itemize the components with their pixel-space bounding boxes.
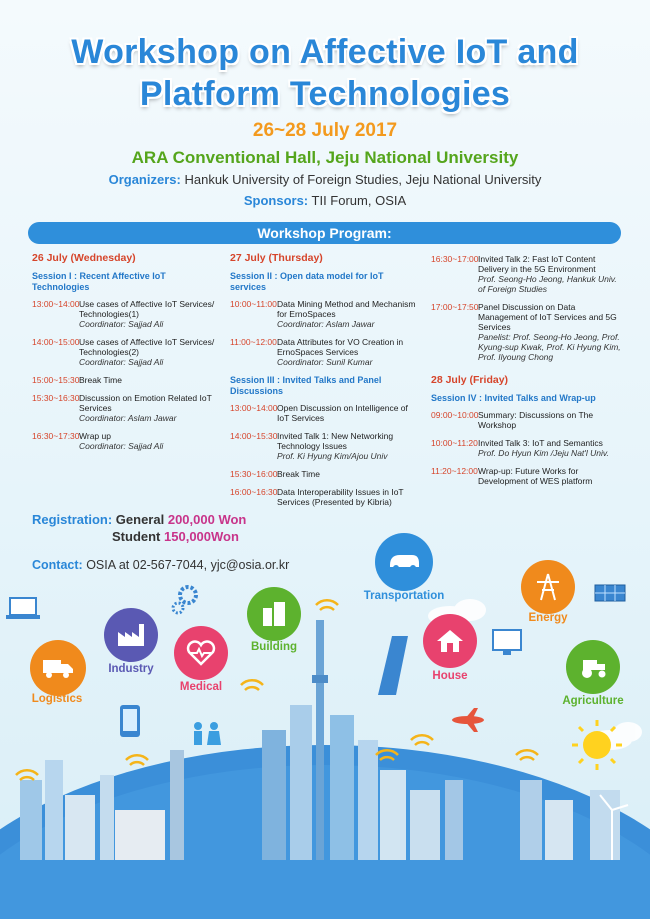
city-skyline <box>20 620 620 860</box>
item-desc <box>277 487 420 507</box>
program-item <box>230 487 420 507</box>
item-desc <box>478 254 621 294</box>
road-shape <box>378 636 408 695</box>
program-item <box>32 337 222 367</box>
program-day2-day3 <box>431 254 621 494</box>
program-item <box>32 299 222 329</box>
solar-panel-icon <box>595 585 625 601</box>
item-sub: Prof. Seong-Ho Jeong, Hankuk Univ. of Foreign Studies <box>478 274 617 294</box>
item-desc <box>277 431 420 461</box>
program-item <box>431 466 621 486</box>
agriculture-label: Agriculture <box>562 695 624 707</box>
item-text: Invited Talk 2: Fast IoT Content Delivery in the 5G Environment <box>478 254 596 274</box>
logistics-label: Logistics <box>31 693 83 705</box>
item-time: 17:00~17:50 <box>431 302 479 312</box>
program-banner: Workshop Program: <box>28 222 621 244</box>
item-text: Data Interoperability Issues in IoT Services (Presented by Kibria) <box>277 487 404 507</box>
item-sub: Coordinator: Sajjad Ali <box>79 357 164 367</box>
transportation-icon <box>375 533 433 591</box>
item-time: 15:30~16:00 <box>230 469 278 479</box>
student-label: Student <box>112 529 161 544</box>
item-time: 13:00~14:00 <box>230 403 278 413</box>
logistics-icon <box>30 640 86 696</box>
house-icon <box>423 614 477 668</box>
item-text: Invited Talk 1: New Networking Technology Issues <box>277 431 394 451</box>
medical-label: Medical <box>179 681 223 693</box>
item-text: Data Attributes for VO Creation in ErnoSpaces Services <box>277 337 404 357</box>
agriculture-icon <box>566 640 620 694</box>
item-text: Break Time <box>277 469 320 479</box>
item-sub: Panelist: Prof. Seong-Ho Jeong, Prof. Kyung-sup Kwak, Prof. Ki Hyung Kim, Prof. Ilyoung Chong <box>478 332 621 362</box>
item-time: 14:00~15:30 <box>230 431 278 441</box>
item-text: Wrap-up: Future Works for Development of WES platform <box>478 466 593 486</box>
building-label: Building <box>251 641 297 653</box>
industry-icon <box>104 608 158 662</box>
phone-icon <box>120 705 140 737</box>
day3-date: 28 July (Friday) <box>431 374 509 386</box>
general-label: General <box>115 512 165 527</box>
item-sub: Coordinator: Sunil Kumar <box>277 357 373 367</box>
item-text: Discussion on Emotion Related IoT Services <box>79 393 212 413</box>
laptop-icon <box>6 598 40 619</box>
energy-label: Energy <box>528 612 568 624</box>
item-desc <box>277 337 420 367</box>
item-text: Open Discussion on Intelligence of IoT Services <box>277 403 408 423</box>
item-sub: Coordinator: Aslam Jawar <box>277 319 375 329</box>
program-item <box>230 469 420 479</box>
program-item <box>32 393 222 423</box>
sponsors <box>0 193 650 208</box>
item-desc <box>79 393 222 423</box>
day3-session: Session IV : Invited Talks and Wrap-up <box>431 393 596 403</box>
house-label: House <box>432 670 468 682</box>
item-time: 16:30~17:30 <box>32 431 80 441</box>
day2-session2: Session III : Invited Talks and Panel Discussions <box>230 375 382 396</box>
item-time: 15:30~16:30 <box>32 393 80 403</box>
item-text: Data Mining Method and Mechanism for ErnoSpaces <box>277 299 416 319</box>
item-text: Panel Discussion on Data Management of IoT Services and 5G Services <box>478 302 617 332</box>
contact-label: Contact: <box>32 558 83 572</box>
item-desc <box>277 403 420 423</box>
day1-date: 26 July (Wednesday) <box>32 252 136 264</box>
item-time: 11:20~12:00 <box>431 466 478 476</box>
program-item <box>32 375 222 385</box>
medical-icon <box>174 626 228 680</box>
student-price: 150,000Won <box>164 529 239 544</box>
item-desc <box>79 431 222 451</box>
program-item <box>431 410 621 430</box>
sponsors-text: TII Forum, OSIA <box>311 193 407 208</box>
item-sub: Prof. Do Hyun Kim /Jeju Nat'l Univ. <box>478 448 609 458</box>
item-desc <box>79 337 222 367</box>
item-sub: Coordinator: Sajjad Ali <box>79 441 164 451</box>
item-desc <box>478 466 621 486</box>
item-text: Use cases of Affective IoT Services/ Technologies(1) <box>79 299 215 319</box>
contact-info <box>32 558 289 572</box>
item-time: 13:00~14:00 <box>32 299 80 309</box>
item-desc <box>79 375 222 385</box>
item-desc <box>478 410 621 430</box>
item-time: 09:00~10:00 <box>431 410 479 420</box>
program-day2 <box>230 252 420 515</box>
registration-student <box>112 529 239 544</box>
registration-label: Registration: <box>32 512 113 527</box>
item-time: 15:00~15:30 <box>32 375 80 385</box>
item-time: 10:00~11:00 <box>230 299 277 309</box>
energy-icon <box>521 560 575 614</box>
gear-icon <box>173 587 196 613</box>
item-desc <box>277 299 420 329</box>
program-item <box>230 299 420 329</box>
item-desc <box>478 438 621 458</box>
item-text: Wrap up <box>79 431 111 441</box>
item-desc <box>277 469 420 479</box>
people-icon <box>194 722 221 745</box>
transportation-label: Transportation <box>363 590 445 602</box>
program-item <box>32 431 222 451</box>
day2-session1: Session II : Open data model for IoT services <box>230 271 384 292</box>
program-day1 <box>32 252 222 459</box>
item-time: 10:00~11:20 <box>431 438 478 448</box>
iot-city-illustration <box>0 580 650 919</box>
item-time: 14:00~15:00 <box>32 337 80 347</box>
item-time: 16:00~16:30 <box>230 487 278 497</box>
item-sub: Coordinator: Aslam Jawar <box>79 413 177 423</box>
workshop-venue: ARA Conventional Hall, Jeju National University <box>131 148 519 167</box>
organizers-label: Organizers: <box>108 172 181 187</box>
item-text: Break Time <box>79 375 122 385</box>
item-time: 16:30~17:00 <box>431 254 479 264</box>
program-item <box>230 337 420 367</box>
industry-label: Industry <box>108 663 154 675</box>
airplane-icon <box>452 708 484 732</box>
item-text: Summary: Discussions on The Workshop <box>478 410 594 430</box>
general-price: 200,000 Won <box>167 512 247 527</box>
item-desc <box>79 299 222 329</box>
item-time: 11:00~12:00 <box>230 337 277 347</box>
workshop-dates: 26~28 July 2017 <box>252 120 398 141</box>
building-icon <box>247 587 301 641</box>
title-line2: Platform Technologies <box>139 75 511 113</box>
day2-date: 27 July (Thursday) <box>230 252 323 264</box>
day1-session: Session I : Recent Affective IoT Technologies <box>32 271 166 292</box>
item-sub: Prof. Ki Hyung Kim/Ajou Univ <box>277 451 388 461</box>
program-item <box>431 438 621 458</box>
program-item <box>431 254 621 294</box>
item-sub: Coordinator: Sajjad Ali <box>79 319 164 329</box>
item-text: Use cases of Affective IoT Services/ Technologies(2) <box>79 337 215 357</box>
organizers <box>0 172 650 187</box>
title-line1: Workshop on Affective IoT and <box>71 33 579 71</box>
sponsors-label: Sponsors: <box>243 193 309 208</box>
contact-text: OSIA at 02-567-7044, yjc@osia.or.kr <box>86 558 290 572</box>
item-text: Invited Talk 3: IoT and Semantics <box>478 438 603 448</box>
registration-general <box>32 512 246 527</box>
item-desc <box>478 302 621 362</box>
organizers-text: Hankuk University of Foreign Studies, Jeju National University <box>184 172 542 187</box>
monitor-icon <box>493 630 521 655</box>
program-item <box>431 302 621 362</box>
program-item <box>230 403 420 423</box>
program-item <box>230 431 420 461</box>
